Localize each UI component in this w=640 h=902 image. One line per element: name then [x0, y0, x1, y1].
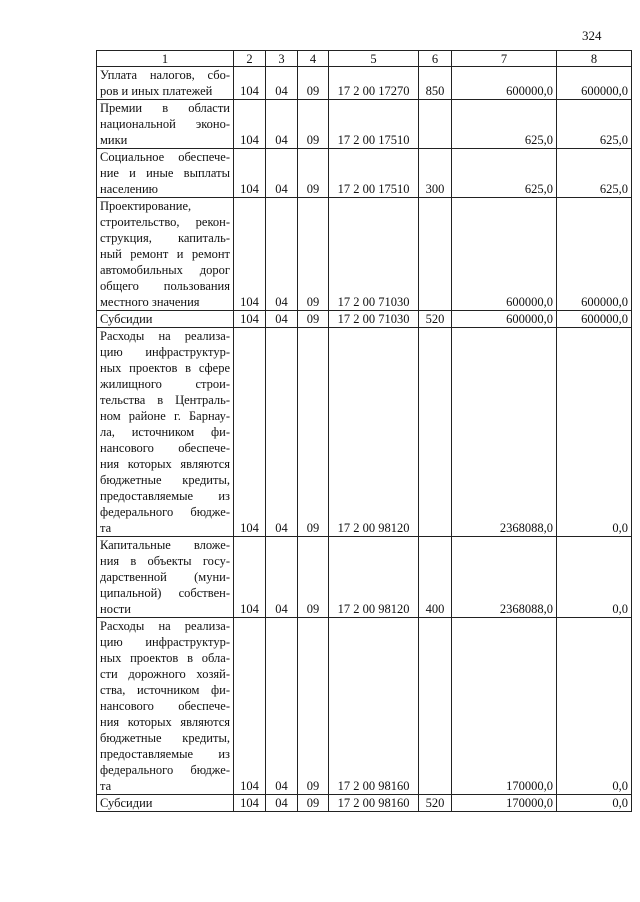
table-header-row: [97, 51, 632, 67]
description-line: ности: [100, 602, 131, 616]
subsection-code: 04: [266, 198, 298, 311]
row-description: [97, 100, 234, 149]
description-line: цию инфраструктур-: [100, 635, 230, 649]
target-article-code: 17 2 00 71030: [329, 198, 419, 311]
expense-type-code: [419, 100, 452, 149]
article-code: 09: [298, 67, 329, 100]
amount-plan: 625,0: [452, 100, 557, 149]
description-line: та: [100, 521, 112, 535]
description-line: ных проектов в обла-: [100, 651, 230, 665]
description-line: автомобильных дорог: [100, 263, 230, 277]
amount-plan: 170000,0: [452, 795, 557, 812]
expense-type-code: [419, 198, 452, 311]
description-line: ния которых являются: [100, 457, 230, 471]
amount-actual: 600000,0: [557, 67, 632, 100]
row-description: [97, 328, 234, 537]
subsection-code: 04: [266, 149, 298, 198]
target-article-code: 17 2 00 17510: [329, 100, 419, 149]
description-line: ла, источником фи-: [100, 425, 230, 439]
description-line: тельства в Централь-: [100, 393, 230, 407]
column-header: 1: [97, 51, 234, 67]
expense-type-code: 520: [419, 311, 452, 328]
section-code: 104: [234, 149, 266, 198]
article-code: 09: [298, 537, 329, 618]
subsection-code: 04: [266, 537, 298, 618]
column-header: 3: [266, 51, 298, 67]
table-row: [97, 311, 632, 328]
description-line: ный ремонт и ремонт: [100, 247, 230, 261]
description-line: строительство, рекон-: [100, 215, 230, 229]
column-header: 5: [329, 51, 419, 67]
article-code: 09: [298, 795, 329, 812]
expense-type-code: 520: [419, 795, 452, 812]
subsection-code: 04: [266, 67, 298, 100]
amount-plan: 2368088,0: [452, 537, 557, 618]
description-line: бюджетные кредиты,: [100, 731, 230, 745]
description-line: нансового обеспече-: [100, 699, 230, 713]
description-line: ния которых являются: [100, 715, 230, 729]
description-line: предоставляемые из: [100, 489, 230, 503]
amount-plan: 170000,0: [452, 618, 557, 795]
description-line: ров и иных платежей: [100, 84, 213, 98]
section-code: 104: [234, 537, 266, 618]
subsection-code: 04: [266, 311, 298, 328]
description-line: Уплата налогов, сбо-: [100, 68, 230, 82]
description-line: ства, источником фи-: [100, 683, 230, 697]
table-row: [97, 618, 632, 795]
amount-plan: 600000,0: [452, 67, 557, 100]
row-description: [97, 537, 234, 618]
table-row: [97, 198, 632, 311]
description-line: ных проектов в сфере: [100, 361, 230, 375]
row-description: [97, 618, 234, 795]
description-line: ном районе г. Барнау-: [100, 409, 230, 423]
amount-actual: 600000,0: [557, 311, 632, 328]
subsection-code: 04: [266, 618, 298, 795]
description-line: населению: [100, 182, 158, 196]
article-code: 09: [298, 328, 329, 537]
description-line: общего пользования: [100, 279, 230, 293]
article-code: 09: [298, 618, 329, 795]
target-article-code: 17 2 00 98120: [329, 537, 419, 618]
amount-actual: 600000,0: [557, 198, 632, 311]
target-article-code: 17 2 00 98160: [329, 795, 419, 812]
section-code: 104: [234, 67, 266, 100]
description-line: федерального бюдже-: [100, 505, 230, 519]
target-article-code: 17 2 00 71030: [329, 311, 419, 328]
row-description: [97, 67, 234, 100]
column-header: 2: [234, 51, 266, 67]
article-code: 09: [298, 198, 329, 311]
section-code: 104: [234, 100, 266, 149]
description-line: Социальное обеспече-: [100, 150, 230, 164]
amount-plan: 625,0: [452, 149, 557, 198]
subsection-code: 04: [266, 100, 298, 149]
description-line: Капитальные вложе-: [100, 538, 230, 552]
description-line: нансового обеспече-: [100, 441, 230, 455]
target-article-code: 17 2 00 17270: [329, 67, 419, 100]
description-line: струкция, капиталь-: [100, 231, 230, 245]
table-row: [97, 795, 632, 812]
amount-plan: 2368088,0: [452, 328, 557, 537]
amount-actual: 0,0: [557, 618, 632, 795]
expense-type-code: [419, 618, 452, 795]
subsection-code: 04: [266, 795, 298, 812]
section-code: 104: [234, 311, 266, 328]
row-description: [97, 198, 234, 311]
page-number: 324: [582, 28, 602, 43]
column-header: 7: [452, 51, 557, 67]
amount-actual: 625,0: [557, 100, 632, 149]
amount-actual: 0,0: [557, 328, 632, 537]
description-line: ния в объекты госу-: [100, 554, 230, 568]
article-code: 09: [298, 100, 329, 149]
target-article-code: 17 2 00 98160: [329, 618, 419, 795]
section-code: 104: [234, 328, 266, 537]
description-line: местного значения: [100, 295, 200, 309]
subsection-code: 04: [266, 328, 298, 537]
description-line: Расходы на реализа-: [100, 619, 230, 633]
description-line: сти дорожного хозяй-: [100, 667, 230, 681]
table-row: [97, 100, 632, 149]
description-line: цию инфраструктур-: [100, 345, 230, 359]
table-row: [97, 67, 632, 100]
description-line: Субсидии: [100, 796, 153, 810]
article-code: 09: [298, 149, 329, 198]
description-line: предоставляемые из: [100, 747, 230, 761]
amount-plan: 600000,0: [452, 311, 557, 328]
row-description: [97, 795, 234, 812]
target-article-code: 17 2 00 17510: [329, 149, 419, 198]
expense-type-code: 300: [419, 149, 452, 198]
table-row: [97, 149, 632, 198]
description-line: ципальной) собствен-: [100, 586, 230, 600]
description-line: ние и иные выплаты: [100, 166, 230, 180]
section-code: 104: [234, 198, 266, 311]
description-line: федерального бюдже-: [100, 763, 230, 777]
table-row: [97, 328, 632, 537]
row-description: [97, 149, 234, 198]
expense-type-code: 850: [419, 67, 452, 100]
amount-actual: 0,0: [557, 537, 632, 618]
expense-type-code: [419, 328, 452, 537]
description-line: мики: [100, 133, 128, 147]
description-line: дарственной (муни-: [100, 570, 230, 584]
section-code: 104: [234, 618, 266, 795]
description-line: Премии в области: [100, 101, 230, 115]
description-line: Субсидии: [100, 312, 153, 326]
column-header: 4: [298, 51, 329, 67]
row-description: [97, 311, 234, 328]
column-header: 6: [419, 51, 452, 67]
section-code: 104: [234, 795, 266, 812]
amount-actual: 0,0: [557, 795, 632, 812]
description-line: национальной эконо-: [100, 117, 230, 131]
amount-plan: 600000,0: [452, 198, 557, 311]
description-line: та: [100, 779, 112, 793]
article-code: 09: [298, 311, 329, 328]
budget-table: [96, 50, 632, 812]
description-line: Расходы на реализа-: [100, 329, 230, 343]
expense-type-code: 400: [419, 537, 452, 618]
description-line: бюджетные кредиты,: [100, 473, 230, 487]
column-header: 8: [557, 51, 632, 67]
target-article-code: 17 2 00 98120: [329, 328, 419, 537]
description-line: Проектирование,: [100, 199, 192, 213]
description-line: жилищного строи-: [100, 377, 230, 391]
table-row: [97, 537, 632, 618]
amount-actual: 625,0: [557, 149, 632, 198]
